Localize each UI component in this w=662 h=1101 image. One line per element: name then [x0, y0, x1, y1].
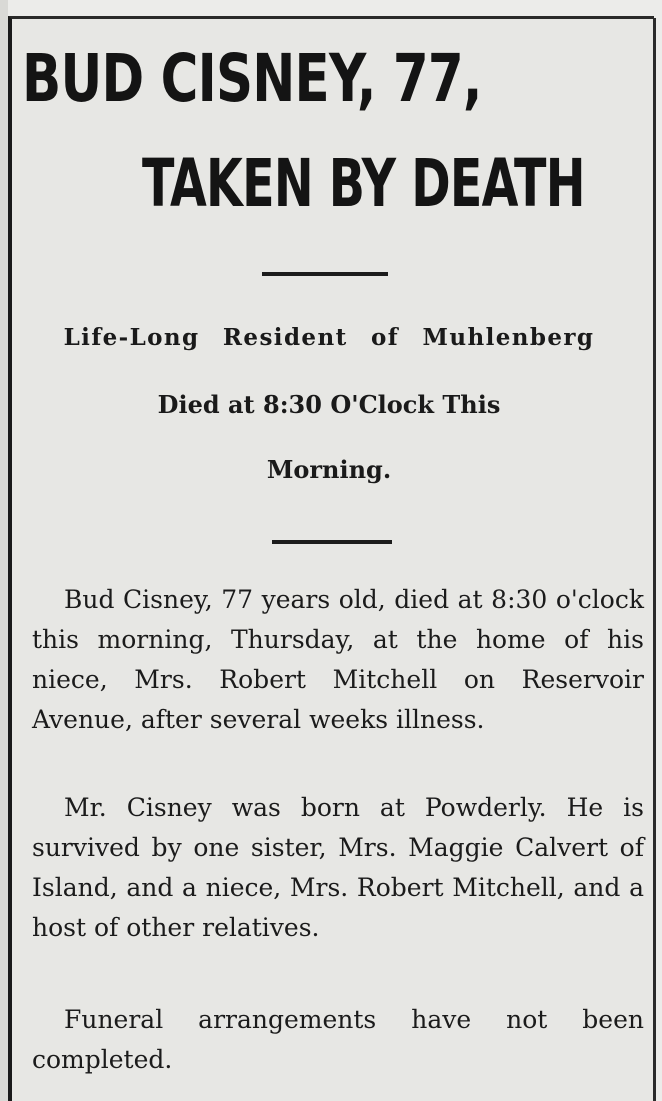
subheadline-line-2: Died at 8:30 O'Clock This: [157, 390, 501, 419]
headline-line-2: TAKEN BY DEATH: [142, 145, 585, 222]
headline-line-1: BUD CISNEY, 77,: [22, 40, 482, 117]
article-paragraph: Mr. Cisney was born at Powderly. He is survived by one sister, Mrs. Maggie Calvert of Island, and a niece, Mrs. Robert Mitchell, and a host of other relatives.: [32, 793, 644, 942]
subheadline-line-1: Life-Long Resident of Muhlenberg: [63, 324, 595, 351]
subheadline-line-3: Morning.: [266, 455, 392, 484]
column-rule: [653, 18, 656, 1101]
page-edge: [0, 0, 8, 1101]
body-divider: [272, 540, 392, 544]
headline-divider: [262, 272, 388, 276]
article-paragraph: Funeral arrangements have not been completed.: [32, 1005, 644, 1074]
article-paragraph: Bud Cisney, 77 years old, died at 8:30 o'clock this morning, Thursday, at the home of his niece, Mrs. Robert Mitchell on Reservoir Avenue, after several weeks illness.: [32, 585, 644, 734]
